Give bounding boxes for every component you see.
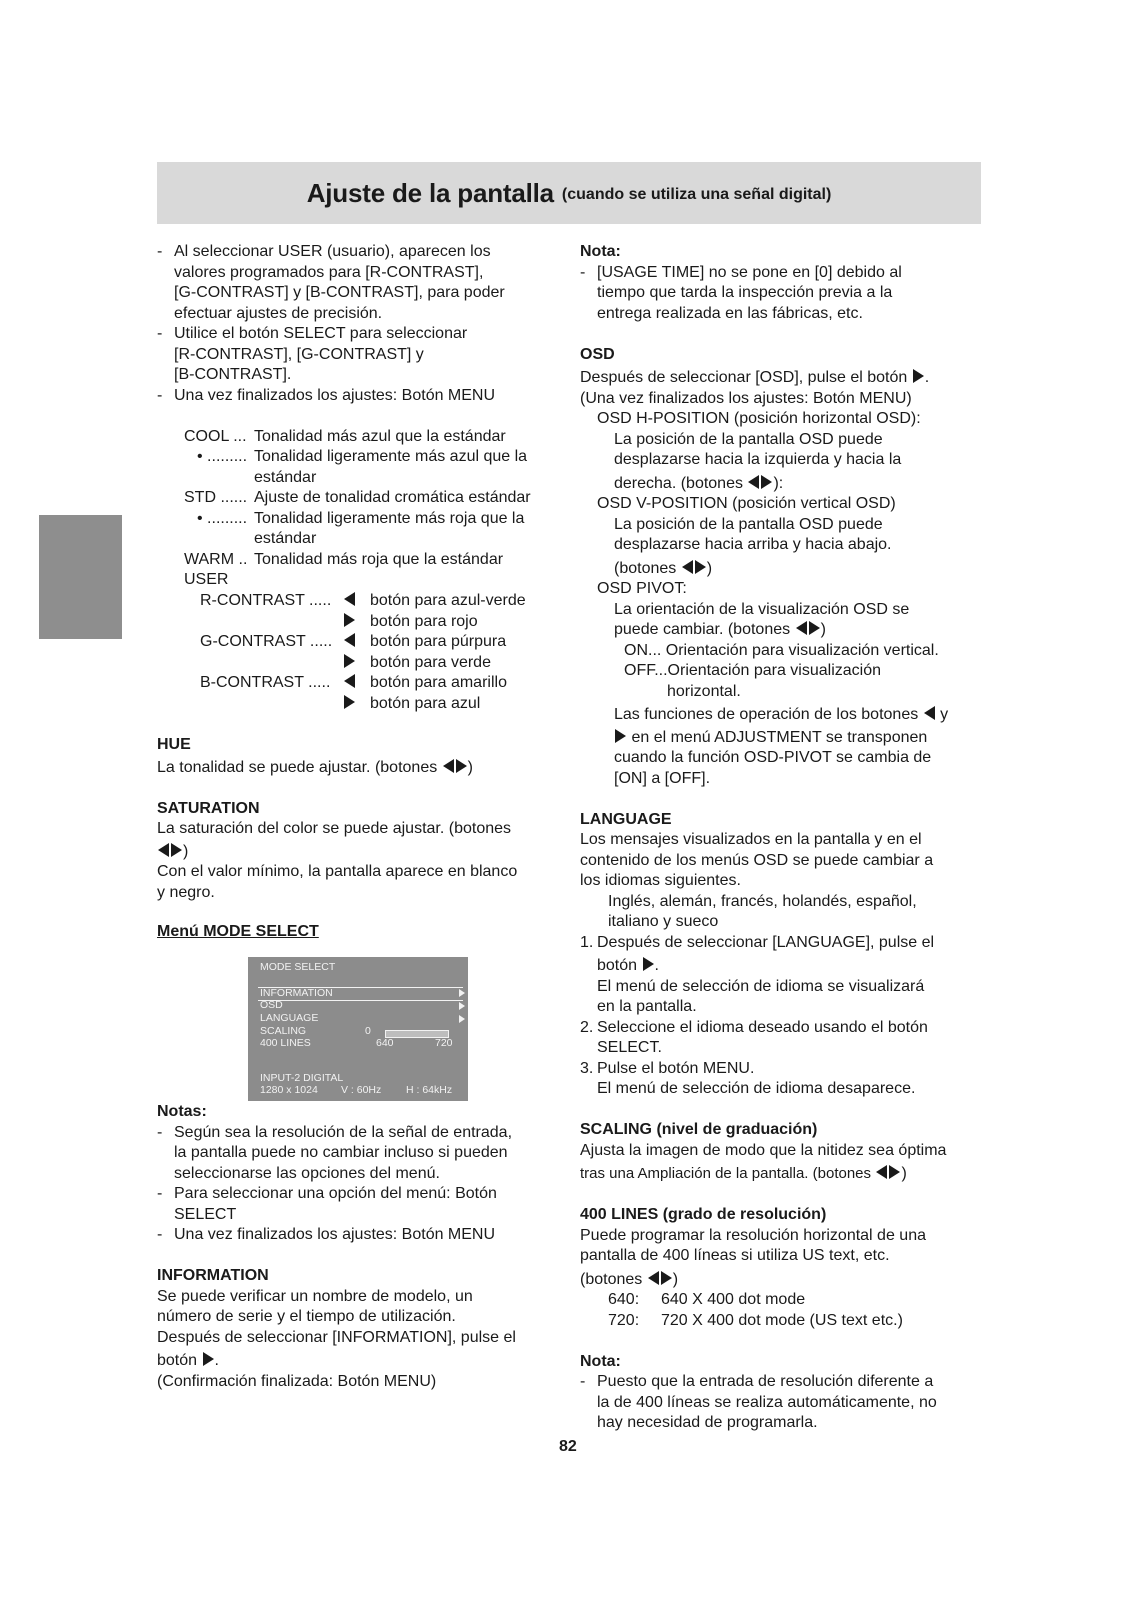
tone-text: Tonalidad más roja que la estándar xyxy=(254,550,504,568)
tone-text: estándar xyxy=(254,530,317,547)
text-line: (Una vez finalizados los ajustes: Botón MENU) xyxy=(580,389,912,407)
text-line: Una vez finalizados los ajustes: Botón MENU xyxy=(174,386,496,404)
right-arrow-icon xyxy=(913,369,924,383)
text-line: contenido de los menús OSD se puede cambiar a xyxy=(580,851,934,869)
osd-vfreq: V : 60Hz xyxy=(341,1084,382,1096)
text-line: ) xyxy=(706,559,713,577)
right-arrow-icon xyxy=(643,957,654,971)
text-line: El menú de selección de idioma desaparece. xyxy=(597,1080,916,1097)
left-column xyxy=(157,242,562,943)
text-line: entrega realizada en las fábricas, etc. xyxy=(597,304,863,322)
tone-key: WARM .. xyxy=(184,550,248,568)
right-arrow-icon xyxy=(695,560,706,574)
text-line: Según sea la resolución de la señal de entrada, xyxy=(174,1123,513,1141)
text-line: pantalla de 400 líneas si utiliza US text, etc. xyxy=(580,1247,890,1264)
osd-item: LANGUAGE xyxy=(260,1012,319,1024)
section-heading: SCALING (nivel de graduación) xyxy=(580,1121,818,1138)
tone-key: • ......... xyxy=(197,448,248,465)
text-line: Seleccione el idioma deseado usando el botón xyxy=(597,1018,928,1036)
osd-item: 400 LINES xyxy=(260,1037,311,1049)
text-line: El menú de selección de idioma se visualizará xyxy=(597,977,925,995)
text-line: ): xyxy=(773,474,784,492)
contrast-key: G-CONTRAST ..... xyxy=(200,633,333,650)
text-line: Después de seleccionar [OSD], pulse el botón xyxy=(580,369,908,386)
text-line: desplazarse hacia la izquierda y hacia la xyxy=(614,451,902,468)
right-arrow-icon xyxy=(203,1352,214,1366)
right-column: Nota: - [USAGE TIME] no se pone en [0] debido al tiempo que tarda la inspección previa a la entrega realizada en las fábricas, etc. OSD Después de seleccionar [OSD], pulse el botón . (Una vez finalizados los ajustes: Botón MENU) OSD H-POSITION (posición horizontal OSD): La posición de la pantalla OSD puede desplazarse hacia la izquierda y hacia la derecha. (botones ): OSD V-POSITION (posición vertical OSD) La posición de la pantalla OSD puede desplazarse hacia arriba y hacia abajo. (botones ) OSD PIVOT: La orientación de la visualización OSD se puede cambiar. (botones ) ON... Orientación para visualización vertical. OFF...Orientación para visualización horizontal. Las funciones de operación de los botones y en el menú ADJUSTMENT se transponen cuando la función OSD-PIVOT se cambia de [ON] a [OFF]. LANGUAGE Los mensajes visualizados en la pantalla y en el contenido de los menús OSD se puede cambiar a los idiomas siguientes. Inglés, alemán, francés, holandés, español, italiano y sueco 1. Después de seleccionar [LANGUAGE], pulse el botón . El menú de selección de idioma se visualizará en la pantalla. 2. Seleccione el idioma deseado usando el botón SELECT. 3. Pulse el botón MENU. El menú de selección de idioma desaparece. SCALING (nivel de graduación) Ajusta la imagen de modo que la nitidez sea óptima tras una Ampliación de la pantalla. (botones ) 400 LINES (grado de resolución) Puede programar la resolución horizontal de una pantalla de 400 líneas si utiliza US text, etc. (botones ) 640: 640 X 400 dot mode 720: 720 X 400 dot mode (US text etc.) Nota: - Puesto que la entrada de resolución diferente a la de 400 líneas se realiza automáticamente, no hay necesidad de programarla. xyxy=(580,242,985,1434)
text-line: La saturación del color se puede ajustar. (botones xyxy=(157,820,512,837)
bullet-select: - Utilice el botón SELECT para seleccionar [R-CONTRAST], [G-CONTRAST] y [B-CONTRAST]. xyxy=(157,325,468,383)
text-line: seleccionarse las opciones del menú. xyxy=(174,1164,440,1182)
saturation-section xyxy=(157,799,562,904)
text-line: Utilice el botón SELECT para seleccionar xyxy=(174,325,468,342)
text-line: Una vez finalizados los ajustes: Botón MENU xyxy=(174,1226,496,1243)
tone-table xyxy=(157,427,562,715)
text-line: [B-CONTRAST]. xyxy=(174,366,292,383)
text-line: ) xyxy=(183,842,189,860)
tone-key: USER xyxy=(184,571,229,588)
left-arrow-icon xyxy=(344,674,355,688)
text-line: italiano y sueco xyxy=(608,913,719,930)
section-heading: 400 LINES (grado de resolución) xyxy=(580,1206,827,1223)
hue-section xyxy=(157,735,562,779)
text-line: Al seleccionar USER (usuario), aparecen los xyxy=(174,243,491,260)
right-arrow-icon xyxy=(456,759,467,773)
page-subtitle: (cuando se utiliza una señal digital) xyxy=(561,185,832,203)
bullet-user: - Al seleccionar USER (usuario), aparecen los valores programados para [R-CONTRAST], [G-CONTRAST] y [B-CONTRAST], para poder efectuar ajustes de precisión. xyxy=(157,243,505,322)
text-line: ) xyxy=(820,621,826,638)
text-line: Para seleccionar una opción del menú: Botón xyxy=(174,1185,497,1202)
text-line: Los mensajes visualizados en la pantalla y en el xyxy=(580,831,922,848)
step-number: 2. xyxy=(580,1018,594,1036)
text-line: hay necesidad de programarla. xyxy=(597,1414,818,1431)
text-line: Se puede verificar un nombre de modelo, un xyxy=(157,1287,473,1305)
text-line: ) xyxy=(672,1270,679,1288)
text-line: valores programados para [R-CONTRAST], xyxy=(174,263,484,281)
tone-text: Tonalidad ligeramente más azul que la xyxy=(254,448,528,465)
left-arrow-icon xyxy=(876,1165,887,1179)
osd-arrow-icon xyxy=(459,1015,465,1023)
left-arrow-icon xyxy=(158,843,169,857)
text-line: y negro. xyxy=(157,883,215,901)
text-line: tiempo que tarda la inspección previa a la xyxy=(597,284,893,301)
text-line: Después de seleccionar [INFORMATION], pulse el xyxy=(157,1328,516,1346)
text-line: [R-CONTRAST], [G-CONTRAST] y xyxy=(174,345,424,363)
section-heading: Nota: xyxy=(580,1352,621,1370)
section-heading: HUE xyxy=(157,735,191,753)
osd-lines-option: 720 xyxy=(435,1037,453,1049)
text-line: desplazarse hacia arriba y hacia abajo. xyxy=(614,536,892,553)
text-line: . xyxy=(214,1352,219,1369)
text-line: . xyxy=(924,369,930,386)
text-line: efectuar ajustes de precisión. xyxy=(174,304,383,322)
osd-input: INPUT-2 DIGITAL xyxy=(260,1072,344,1084)
osd-item: OSD xyxy=(260,999,283,1011)
left-arrow-icon xyxy=(344,592,355,606)
text-line: SELECT. xyxy=(597,1039,662,1056)
text-line: en el menú ADJUSTMENT se transponen xyxy=(631,728,928,746)
step-number: 1. xyxy=(580,933,594,951)
right-arrow-icon xyxy=(889,1165,900,1179)
left-arrow-icon xyxy=(682,560,693,574)
contrast-key: B-CONTRAST ..... xyxy=(200,674,331,691)
contrast-text: botón para púrpura xyxy=(370,633,507,650)
text-line: Pulse el botón MENU. xyxy=(597,1059,755,1077)
text-line: ) xyxy=(467,759,473,776)
option-key: 720: xyxy=(608,1311,640,1329)
right-arrow-icon xyxy=(344,654,355,668)
text-line: OFF...Orientación para visualización xyxy=(624,662,881,679)
osd-title: MODE SELECT xyxy=(260,961,336,973)
text-line: OSD V-POSITION (posición vertical OSD) xyxy=(597,495,896,512)
contrast-text: botón para verde xyxy=(370,653,491,671)
text-line: ) xyxy=(901,1165,907,1182)
osd-arrow-icon xyxy=(459,989,465,997)
text-line: Con el valor mínimo, la pantalla aparece en blanco xyxy=(157,863,518,880)
text-line: la pantalla puede no cambiar incluso si pueden xyxy=(174,1144,508,1161)
text-line: y xyxy=(940,706,949,723)
text-line: Ajusta la imagen de modo que la nitidez sea óptima xyxy=(580,1141,947,1159)
osd-lines-option: 640 xyxy=(376,1037,394,1049)
text-line: OSD H-POSITION (posición horizontal OSD): xyxy=(597,410,921,427)
left-arrow-icon xyxy=(748,475,759,489)
right-arrow-icon xyxy=(661,1271,672,1285)
right-arrow-icon xyxy=(344,695,355,709)
tone-text: estándar xyxy=(254,468,317,486)
option-key: 640: xyxy=(608,1291,640,1308)
section-heading: Nota: xyxy=(580,243,621,260)
section-heading: LANGUAGE xyxy=(580,810,672,828)
text-line: la de 400 líneas se realiza automáticamente, no xyxy=(597,1393,937,1411)
page-title: Ajuste de la pantalla xyxy=(306,177,554,208)
tone-key: COOL ... xyxy=(184,427,247,445)
tone-text: Tonalidad más azul que la estándar xyxy=(254,427,506,445)
text-line: derecha. (botones xyxy=(614,474,743,492)
text-line: botón xyxy=(157,1352,198,1369)
text-line: OSD PIVOT: xyxy=(597,580,687,597)
contrast-key: R-CONTRAST ..... xyxy=(200,591,332,609)
section-heading: OSD xyxy=(580,345,615,363)
left-arrow-icon xyxy=(796,621,807,635)
text-line: [ON] a [OFF]. xyxy=(614,769,711,787)
text-line: La posición de la pantalla OSD puede xyxy=(614,515,883,533)
right-arrow-icon xyxy=(171,843,182,857)
section-heading: INFORMATION xyxy=(157,1267,269,1284)
text-line: (Confirmación finalizada: Botón MENU) xyxy=(157,1372,437,1390)
contrast-text: botón para azul-verde xyxy=(370,591,526,609)
tone-text: Tonalidad ligeramente más roja que la xyxy=(254,509,525,527)
text-line: [G-CONTRAST] y [B-CONTRAST], para poder xyxy=(174,284,505,301)
side-language-tab xyxy=(39,515,122,639)
contrast-text: botón para amarillo xyxy=(370,674,507,691)
left-column-lower: Notas: - Según sea la resolución de la señal de entrada, la pantalla puede no cambiar incluso si pueden seleccionarse las opciones del menú. - Para seleccionar una opción del menú: Botón SELECT - Una vez finalizados los ajustes: Botón MENU INFORMATION Se puede verificar un nombre de modelo, un número de serie y el tiempo de utilización. Después de seleccionar [INFORMATION], pulse el botón . (Confirmación finalizada: Botón MENU) xyxy=(157,1102,562,1392)
text-line: La orientación de la visualización OSD se xyxy=(614,600,910,618)
left-arrow-icon xyxy=(443,759,454,773)
text-line: . xyxy=(654,957,659,974)
text-line: Después de seleccionar [LANGUAGE], pulse el xyxy=(597,933,935,951)
text-line: número de serie y el tiempo de utilización. xyxy=(157,1308,456,1325)
osd-item: SCALING xyxy=(260,1025,307,1037)
tone-key: STD ...... xyxy=(184,489,248,506)
text-line: Las funciones de operación de los botones xyxy=(614,706,919,723)
text-line: Inglés, alemán, francés, holandés, español, xyxy=(608,892,917,910)
title-band xyxy=(157,162,981,224)
bullet-menu: - Una vez finalizados los ajustes: Botón MENU xyxy=(157,386,496,404)
step-number: 3. xyxy=(580,1059,594,1077)
page-number: 82 xyxy=(559,1438,577,1455)
text-line: (botones xyxy=(580,1270,643,1288)
text-line: SELECT xyxy=(174,1205,237,1223)
text-line: tras una Ampliación de la pantalla. (botones xyxy=(580,1165,872,1182)
text-line: Puede programar la resolución horizontal de una xyxy=(580,1226,926,1244)
text-line: cuando la función OSD-PIVOT se cambia de xyxy=(614,749,932,766)
right-arrow-icon xyxy=(761,475,772,489)
osd-scaling-value: 0 xyxy=(365,1025,371,1037)
left-arrow-icon xyxy=(648,1271,659,1285)
left-arrow-icon xyxy=(344,633,355,647)
right-arrow-icon xyxy=(344,613,355,627)
osd-hfreq: H : 64kHz xyxy=(406,1084,453,1096)
right-arrow-icon xyxy=(809,621,820,635)
text-line: horizontal. xyxy=(667,682,741,700)
tone-text: Ajuste de tonalidad cromática estándar xyxy=(254,489,531,506)
text-line: Puesto que la entrada de resolución diferente a xyxy=(597,1373,934,1390)
section-heading: Notas: xyxy=(157,1103,207,1120)
osd-arrow-icon xyxy=(459,1002,465,1010)
contrast-text: botón para azul xyxy=(370,694,481,712)
text-line: La posición de la pantalla OSD puede xyxy=(614,430,883,448)
option-value: 720 X 400 dot mode (US text etc.) xyxy=(661,1311,903,1329)
osd-resolution: 1280 x 1024 xyxy=(260,1084,318,1096)
text-line: puede cambiar. (botones xyxy=(614,621,791,638)
osd-item: INFORMATION xyxy=(260,987,333,999)
option-value: 640 X 400 dot mode xyxy=(661,1291,806,1308)
text-line: ON... Orientación para visualización vertical. xyxy=(624,641,939,659)
text-line: La tonalidad se puede ajustar. (botones xyxy=(157,759,438,776)
section-heading: SATURATION xyxy=(157,799,260,817)
text-line: los idiomas siguientes. xyxy=(580,872,741,889)
left-arrow-icon xyxy=(924,706,935,720)
text-line: botón xyxy=(597,957,638,974)
osd-menu-screenshot xyxy=(248,957,468,1101)
contrast-text: botón para rojo xyxy=(370,612,478,630)
mode-select-heading: Menú MODE SELECT xyxy=(157,923,319,940)
text-line: en la pantalla. xyxy=(597,998,697,1015)
text-line: (botones xyxy=(614,559,677,577)
right-arrow-icon xyxy=(615,729,626,743)
text-line: [USAGE TIME] no se pone en [0] debido al xyxy=(597,263,902,281)
tone-key: • ......... xyxy=(197,509,248,527)
